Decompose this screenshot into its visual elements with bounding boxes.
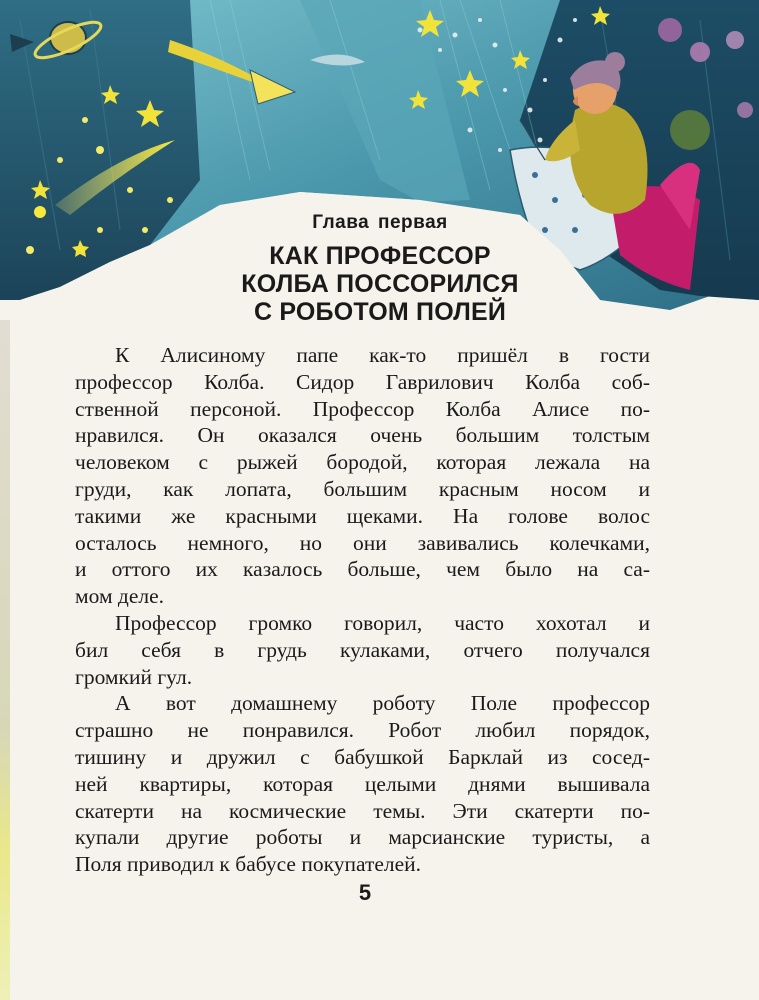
chapter-title-line: КАК ПРОФЕССОР (269, 242, 491, 270)
text-line: мом деле. (75, 584, 165, 609)
text-line: тишину и дружил с бабушкой Барклай из сосед- (75, 744, 650, 769)
text-line: К Алисиному папе как-то пришёл в гости (115, 343, 650, 367)
text-line: груди, как лопата, большим красным носом и (75, 476, 650, 501)
text-line: ней квартиры, которая целыми днями вышивала (75, 771, 650, 796)
page-number: 5 (358, 880, 372, 905)
text-line: осталось немного, но они завивались колечками, (75, 530, 650, 555)
text-line: человеком с рыжей бородой, которая лежала на (75, 450, 650, 475)
chapter-label: Глава первая (312, 212, 448, 233)
text-line: Профессор громко говорил, часто хохотал и (115, 610, 650, 635)
text-line: купали другие роботы и марсианские туристы, а (75, 825, 650, 850)
text-line: ственной персоной. Профессор Колба Алисе по- (75, 396, 650, 421)
text-line: такими же красными щеками. На голове волос (75, 503, 650, 528)
text-line: скатерти на космические темы. Эти скатерти по- (75, 798, 650, 823)
text-line: нравился. Он оказался очень большим толстым (75, 423, 650, 448)
chapter-title (130, 242, 630, 326)
text-line: А вот домашнему роботу Поле профессор (115, 691, 650, 716)
text-line: громкий гул. (75, 664, 193, 689)
chapter-body (75, 342, 650, 878)
text-line: и оттого их казалось больше, чем было на са- (75, 557, 650, 582)
page-edge-strip (0, 320, 10, 1000)
text-line: бил себя в грудь кулаками, отчего получался (75, 637, 650, 662)
text-line: профессор Колба. Сидор Гаврилович Колба соб- (75, 369, 650, 394)
chapter-title-line: С РОБОТОМ ПОЛЕЙ (253, 298, 507, 326)
text-line: страшно не понравился. Робот любил порядок, (75, 718, 650, 743)
text-line: Поля приводил к бабусе покупателей. (75, 852, 422, 877)
chapter-title-line: КОЛБА ПОССОРИЛСЯ (241, 270, 519, 298)
